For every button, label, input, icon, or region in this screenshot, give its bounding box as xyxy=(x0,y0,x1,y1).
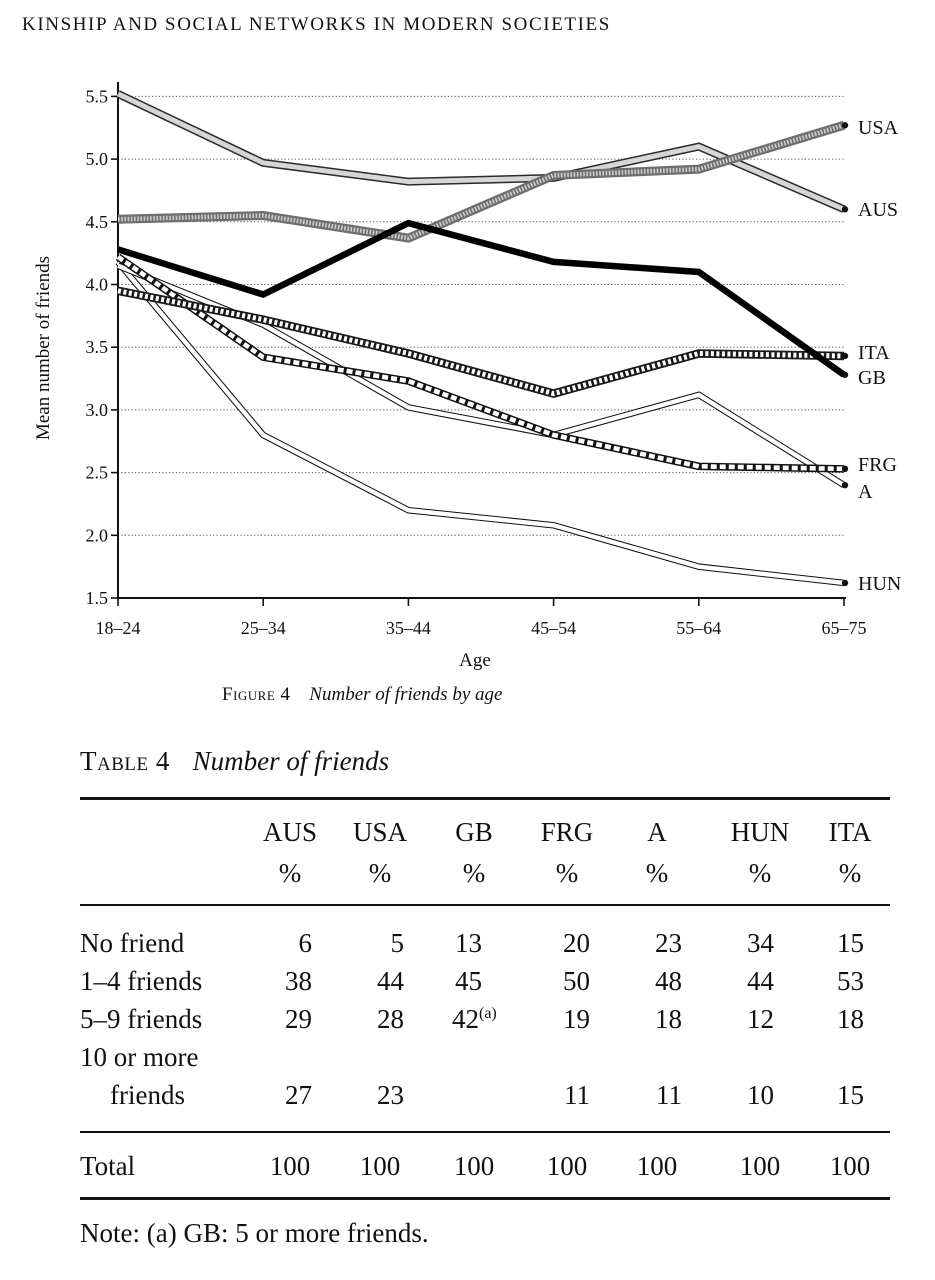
series-label-ita: ITA xyxy=(858,342,890,364)
table-cell: 10 xyxy=(747,1080,774,1110)
column-unit: % xyxy=(838,858,862,888)
series-ita-fill xyxy=(118,291,844,394)
column-header-aus: AUS xyxy=(262,817,317,847)
total-cell: 100 xyxy=(636,1151,678,1181)
table-cell: 29 xyxy=(285,1004,312,1034)
figure-caption xyxy=(222,684,502,706)
column-unit: % xyxy=(368,858,392,888)
series-label-usa: USA xyxy=(858,117,899,139)
table-title: Number of friends xyxy=(192,746,390,776)
column-header-a: A xyxy=(647,817,667,847)
figure-label: Figure 4 xyxy=(222,684,291,705)
y-tick-label: 1.5 xyxy=(85,588,108,608)
row-label: 10 or more xyxy=(80,1042,199,1072)
row-label-continued: friends xyxy=(110,1080,185,1110)
table-cell: 23 xyxy=(377,1080,404,1110)
series-gb-end-marker xyxy=(842,372,848,378)
series-label-hun: HUN xyxy=(858,573,902,595)
series-aus-stroke xyxy=(118,94,844,209)
x-tick-label: 25–34 xyxy=(240,618,286,638)
x-axis-label: Age xyxy=(459,650,491,671)
total-label: Total xyxy=(80,1151,136,1181)
table-cell: 44 xyxy=(377,966,404,996)
x-tick-label: 45–54 xyxy=(531,618,577,638)
column-header-gb: GB xyxy=(455,817,493,847)
table-cell: 27 xyxy=(285,1080,312,1110)
figure-title: Number of friends by age xyxy=(309,684,503,705)
y-tick-label: 3.0 xyxy=(85,399,108,420)
series-label-a: A xyxy=(858,481,873,503)
y-tick-label: 5.5 xyxy=(85,86,108,107)
table-caption xyxy=(80,746,389,777)
x-tick-label: 65–75 xyxy=(821,618,867,638)
column-header-frg: FRG xyxy=(540,817,594,847)
table-cell: 11 xyxy=(656,1080,682,1110)
table-cell: 44 xyxy=(747,966,774,996)
y-tick-label: 4.0 xyxy=(85,274,108,295)
table-cell: 53 xyxy=(837,966,864,996)
series-label-gb: GB xyxy=(858,367,886,389)
table-cell: 28 xyxy=(377,1004,404,1034)
y-tick-label: 2.0 xyxy=(85,525,108,546)
table-top-rule xyxy=(80,797,890,800)
y-tick-label: 2.5 xyxy=(85,462,108,483)
table-cell: 48 xyxy=(655,966,682,996)
x-tick-label: 35–44 xyxy=(385,618,431,638)
table-cell: 6 xyxy=(298,928,312,958)
table-cell: 15 xyxy=(837,1080,864,1110)
table-cell: 11 xyxy=(564,1080,590,1110)
series-ita-end-marker xyxy=(842,353,848,359)
row-label: No friend xyxy=(80,928,185,958)
series-hun-end-marker xyxy=(842,580,848,586)
table-cell: 45 xyxy=(455,966,482,996)
table-cell: 20 xyxy=(563,928,590,958)
series-a-end-marker xyxy=(842,482,848,488)
table-cell: 38 xyxy=(285,966,312,996)
series-frg-stroke xyxy=(118,257,844,469)
table-header-rule xyxy=(80,904,890,906)
total-cell: 100 xyxy=(359,1151,401,1181)
column-unit: % xyxy=(462,858,486,888)
column-unit: % xyxy=(555,858,579,888)
column-header-usa: USA xyxy=(352,817,407,847)
series-aus-fill xyxy=(118,94,844,209)
table-cell: 12 xyxy=(747,1004,774,1034)
table-cell: 23 xyxy=(655,928,682,958)
footnote-mark: (a) xyxy=(479,1005,497,1022)
total-cell: 100 xyxy=(739,1151,781,1181)
series-aus-line xyxy=(118,94,844,209)
y-tick-label: 5.0 xyxy=(85,149,108,170)
column-unit: % xyxy=(278,858,302,888)
y-tick-label: 4.5 xyxy=(85,211,108,232)
total-cell: 100 xyxy=(269,1151,311,1181)
table-note: Note: (a) GB: 5 or more friends. xyxy=(80,1218,429,1248)
series-label-aus: AUS xyxy=(858,199,899,221)
total-cell: 100 xyxy=(829,1151,871,1181)
series-frg-end-marker xyxy=(842,466,848,472)
x-tick-label: 18–24 xyxy=(95,618,141,638)
running-head: KINSHIP AND SOCIAL NETWORKS IN MODERN SOCIETIES xyxy=(22,14,611,35)
series-aus-end-marker xyxy=(842,206,848,212)
table-total-rule xyxy=(80,1131,890,1133)
total-cell: 100 xyxy=(546,1151,588,1181)
column-unit: % xyxy=(645,858,669,888)
table-cell: 18 xyxy=(655,1004,682,1034)
series-label-frg: FRG xyxy=(858,454,897,476)
series-ita-stroke xyxy=(118,291,844,394)
series-frg-fill xyxy=(118,257,844,469)
table-label: Table 4 xyxy=(80,746,170,776)
row-label: 5–9 friends xyxy=(80,1004,203,1034)
table-cell: 34 xyxy=(747,928,774,958)
series-frg-line xyxy=(118,257,844,469)
table-bottom-rule xyxy=(80,1197,890,1200)
table-cell: 5 xyxy=(390,928,404,958)
total-cell: 100 xyxy=(453,1151,495,1181)
table-cell: 50 xyxy=(563,966,590,996)
y-axis-label: Mean number of friends xyxy=(33,255,54,441)
y-tick-label: 3.5 xyxy=(85,337,108,358)
x-tick-label: 55–64 xyxy=(676,618,722,638)
series-ita-line xyxy=(118,291,844,394)
column-header-ita: ITA xyxy=(828,817,872,847)
table-cell: 18 xyxy=(837,1004,864,1034)
row-label: 1–4 friends xyxy=(80,966,203,996)
table-cell: 42$^{(a)}$ xyxy=(452,1004,497,1034)
table-cell: 13 xyxy=(455,928,482,958)
series-usa-end-marker xyxy=(842,122,848,128)
table-cell: 15 xyxy=(837,928,864,958)
table-cell: 19 xyxy=(563,1004,590,1034)
column-unit: % xyxy=(748,858,772,888)
column-header-hun: HUN xyxy=(730,817,790,847)
